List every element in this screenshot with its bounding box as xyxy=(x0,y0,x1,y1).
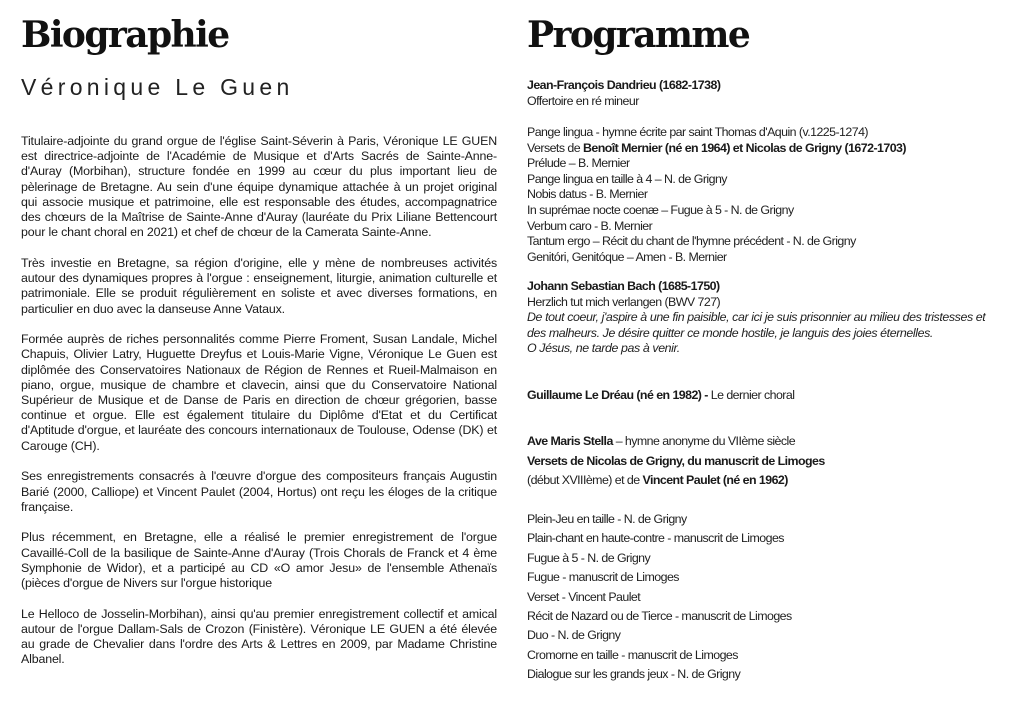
programme-item: Verbum caro - B. Mernier xyxy=(527,218,653,233)
hymn-title: Ave Maris Stella xyxy=(527,434,613,448)
programme-item: In suprémae nocte coenæ – Fugue à 5 - N. de Grigny xyxy=(527,202,794,217)
versets-composers: Benoît Mernier (né en 1964) et Nicolas de Grigny (1672-1703) xyxy=(582,140,906,155)
programme-item: Plain-chant en haute-contre - manuscrit de Limoges xyxy=(527,531,784,546)
programme-item: Cromorne en taille - manuscrit de Limoges xyxy=(527,647,738,662)
work-title: Herzlich tut mich verlangen (BWV 727) xyxy=(527,294,721,309)
performer-name: Véronique Le Guen xyxy=(21,74,294,100)
programme-item: Récit de Nazard ou de Tierce - manuscrit de Limoges xyxy=(527,608,792,623)
versets-line: Versets de Nicolas de Grigny, du manuscrit de Limoges xyxy=(527,453,825,468)
programme-pange-lingua xyxy=(527,125,1007,265)
programme-item: Tantum ergo – Récit du chant de l'hymne précédent - N. de Grigny xyxy=(527,234,856,249)
versets-origin-line xyxy=(527,471,1007,491)
bio-paragraph: Ses enregistrements consacrés à l'œuvre d'orgue des compositeurs français Augustin Barié (2000, Calliope) et Vincent Paulet (2004, Hortus) ont reçu les éloges de la critique française. xyxy=(21,469,497,514)
programme-item: Fugue à 5 - N. de Grigny xyxy=(527,550,651,565)
programme-item: Prélude – B. Mernier xyxy=(527,156,630,171)
composer-name: Guillaume Le Dréau (né en 1982) xyxy=(527,388,702,402)
ave-title-line xyxy=(527,432,1007,452)
programme-dandrieu xyxy=(527,78,1007,109)
work-title: Offertoire en ré mineur xyxy=(527,93,639,108)
biography-text xyxy=(21,134,497,683)
bio-paragraph: Plus récemment, en Bretagne, elle a réalisé le premier enregistrement de l'orgue Cavaillé-Coll de la basilique de Sainte-Anne d'Auray (Trois Chorals de Franck et 4 ème Symphonie de Widor), et a participé au CD «O amor Jesu» de l'ensemble Athenaïs (pièces d'orgue de Nivers sur l'orgue historique xyxy=(21,530,497,591)
programme-item: Duo - N. de Grigny xyxy=(527,628,621,643)
programme-heading: Programme xyxy=(527,14,750,56)
programme-item: Plein-Jeu en taille - N. de Grigny xyxy=(527,512,687,526)
separator: - xyxy=(701,388,711,402)
composer-name: Johann Sebastian Bach (1685-1750) xyxy=(527,279,720,293)
programme-item: Fugue - manuscrit de Limoges xyxy=(527,570,679,585)
bio-paragraph: Très investie en Bretagne, sa région d'origine, elle y mène de nombreuses activités autour des dynamiques propres à l'orgue : enseignement, liturgie, animation culturelle et patrimoniale. Elle se produit régulièrement en soliste et avec diverses formations, en particulier en duo avec la danseuse Anne Vataux. xyxy=(21,255,497,316)
hymn-description: – hymne anonyme du VIIème siècle xyxy=(612,434,796,448)
programme-item: Pange lingua en taille à 4 – N. de Grigny xyxy=(527,171,727,186)
dreau-line xyxy=(527,388,1007,404)
versets-line xyxy=(527,141,1007,157)
programme-item: Nobis datus - B. Mernier xyxy=(527,187,648,202)
programme-item: Verset - Vincent Paulet xyxy=(527,589,641,604)
programme-item: Dialogue sur les grands jeux - N. de Grigny xyxy=(527,667,741,682)
bach-quote: De tout coeur, j'aspire à une fin paisible, car ici je suis prisonnier au milieu des tristesses et des malheurs. Je désire quitter ce monde hostile, je languis des joies éternelles. xyxy=(527,310,986,340)
bio-paragraph: Le Helloco de Josselin-Morbihan), ainsi qu'au premier enregistrement collectif et amical autour de l'orgue Dallam-Sals de Crozon (Finistère). Véronique LE GUEN a été élevée au grade de Chevalier dans l'ordre des Arts & Lettres en 2009, par Madame Christine Albanel. xyxy=(21,606,497,667)
versets-prefix: Versets de xyxy=(527,140,583,155)
programme-item: Genitóri, Genitóque – Amen - B. Mernier xyxy=(527,249,727,264)
programme-bach xyxy=(527,279,1007,357)
bach-quote-end: O Jésus, ne tarde pas à venir. xyxy=(527,341,680,356)
programme-le-dreau xyxy=(527,388,1007,404)
bio-paragraph: Formée auprès de riches personnalités comme Pierre Froment, Susan Landale, Michel Chapuis, Olivier Latry, Huguette Dreyfus et Louis-Marie Vigne, Véronique Le Guen est diplômée des Conservatoires Nationaux de Région de Rennes et Rueil-Malmaison en piano, orgue, musique de chambre et clavecin, ainsi que du Conservatoire National Supérieur de Musique et de Danse de Paris en direction de chœur grégorien, basse continue et orgue. Elle est également titulaire du Diplôme d'Etat et du Certificat d'Aptitude d'orgue, et lauréate des concours internationaux de Toulouse, Odense (DK) et Carouge (CH). xyxy=(21,332,497,453)
hymn-title: Pange lingua - hymne écrite par saint Thomas d'Aquin (v.1225-1274) xyxy=(527,125,868,139)
programme-ave-items xyxy=(527,510,1007,685)
bio-paragraph: Titulaire-adjointe du grand orgue de l'église Saint-Séverin à Paris, Véronique LE GUEN est directrice-adjointe de l'Académie de Musique et d'Arts Sacrés de Sainte-Anne-d'Auray (Morbihan), structure fondée en 1999 au cœur du plus important lieu de pèlerinage de Bretagne. Au sein d'une équipe dynamique attachée à un projet original qui associe musique et patrimoine, elle est responsable des études, accompagnatrice des chœurs de la Maîtrise de Sainte-Anne d'Auray (lauréate du Prix Liliane Bettencourt pour le chant choral en 2021) et chef de chœur de la Camerata Sainte-Anne. xyxy=(21,134,497,240)
biography-heading: Biographie xyxy=(21,14,229,56)
composer-name: Vincent Paulet (né en 1962) xyxy=(642,473,788,488)
composer-name: Jean-François Dandrieu (1682-1738) xyxy=(527,78,721,92)
versets-origin: (début XVIIIème) et de xyxy=(527,473,643,488)
programme-ave-maris-stella xyxy=(527,432,1007,491)
work-title: Le dernier choral xyxy=(710,388,795,402)
